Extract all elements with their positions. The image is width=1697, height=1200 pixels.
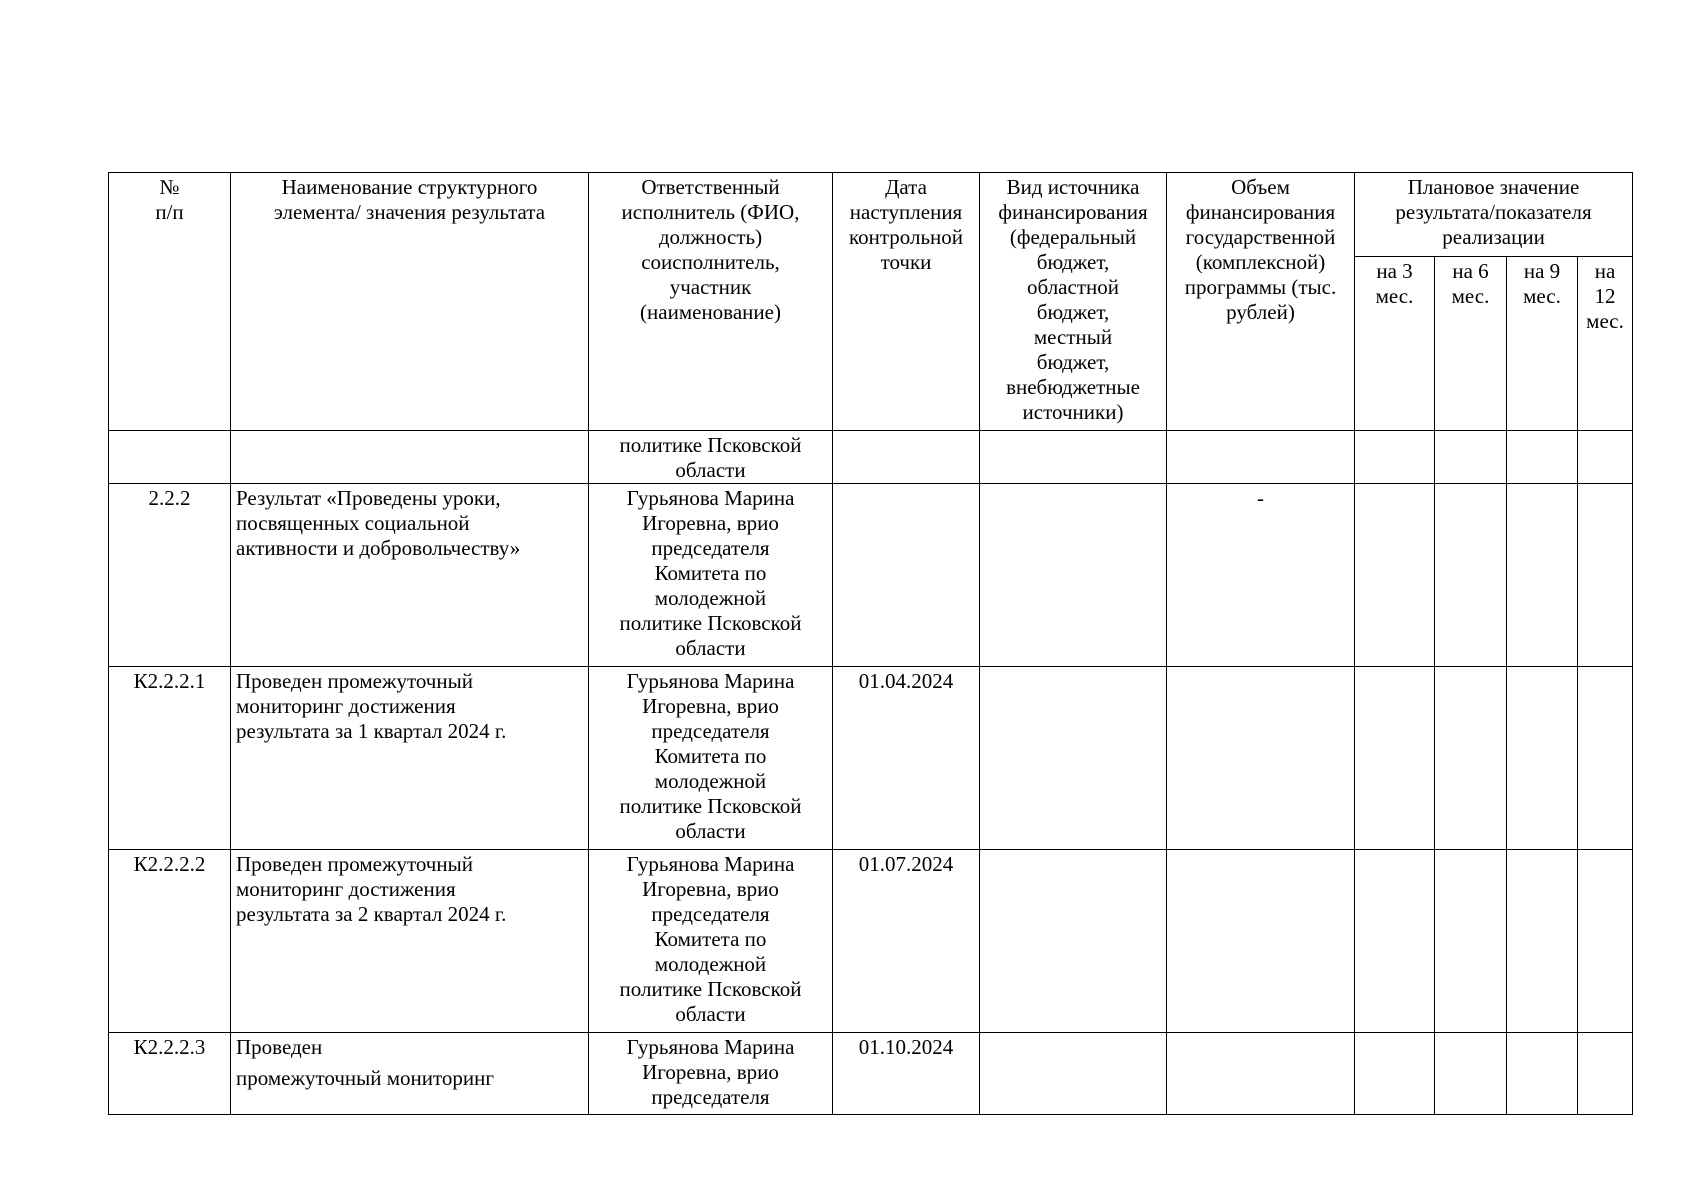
- header-name: Наименование структурного элемента/ значения результата: [231, 173, 589, 431]
- cell-9-months: [1507, 850, 1578, 1033]
- header-source: Вид источника финансирования (федеральный бюджет, областной бюджет, местный бюджет, внебюджетные источники): [980, 173, 1167, 431]
- cell-name: Результат «Проведены уроки, посвященных социальной активности и добровольчеству»: [231, 484, 589, 667]
- header-date: Дата наступления контрольной точки: [833, 173, 980, 431]
- cell-source: [980, 1033, 1167, 1115]
- cell-name-line: Проведен: [236, 1035, 323, 1059]
- cell-volume: [1167, 431, 1355, 484]
- cell-12-months: [1578, 1033, 1633, 1115]
- cell-num: К2.2.2.1: [109, 667, 231, 850]
- plan-table: [108, 172, 1633, 1115]
- cell-volume: [1167, 1033, 1355, 1115]
- cell-date: [833, 484, 980, 667]
- cell-responsible: Гурьянова Марина Игоревна, врио председателя Комитета по молодежной политике Псковской области: [589, 850, 833, 1033]
- header-6-months: на 6 мес.: [1435, 257, 1507, 431]
- cell-9-months: [1507, 667, 1578, 850]
- header-3-months: на 3 мес.: [1355, 257, 1435, 431]
- cell-9-months: [1507, 1033, 1578, 1115]
- cell-12-months: [1578, 667, 1633, 850]
- cell-6-months: [1435, 431, 1507, 484]
- cell-responsible: Гурьянова Марина Игоревна, врио председателя Комитета по молодежной политике Псковской области: [589, 667, 833, 850]
- cell-source: [980, 667, 1167, 850]
- header-responsible: Ответственный исполнитель (ФИО, должность) соисполнитель, участник (наименование): [589, 173, 833, 431]
- header-12-months: на 12 мес.: [1578, 257, 1633, 431]
- table-row: [109, 431, 1633, 484]
- cell-6-months: [1435, 850, 1507, 1033]
- cell-num: [109, 431, 231, 484]
- cell-9-months: [1507, 431, 1578, 484]
- cell-6-months: [1435, 667, 1507, 850]
- cell-name-line: промежуточный мониторинг: [236, 1066, 494, 1090]
- cell-num: К2.2.2.3: [109, 1033, 231, 1115]
- table-row: [109, 1033, 1633, 1115]
- cell-name: [231, 1033, 589, 1115]
- cell-3-months: [1355, 1033, 1435, 1115]
- cell-responsible: Гурьянова Марина Игоревна, врио председателя: [589, 1033, 833, 1115]
- cell-3-months: [1355, 667, 1435, 850]
- cell-12-months: [1578, 431, 1633, 484]
- cell-3-months: [1355, 431, 1435, 484]
- cell-9-months: [1507, 484, 1578, 667]
- cell-volume: [1167, 667, 1355, 850]
- cell-date: 01.07.2024: [833, 850, 980, 1033]
- cell-volume: [1167, 850, 1355, 1033]
- header-num: № п/п: [109, 173, 231, 431]
- cell-name: Проведен промежуточный мониторинг достижения результата за 2 квартал 2024 г.: [231, 850, 589, 1033]
- header-plan: Плановое значение результата/показателя реализации: [1355, 173, 1633, 257]
- table-row: [109, 667, 1633, 850]
- header-row: [109, 173, 1633, 257]
- cell-date: 01.10.2024: [833, 1033, 980, 1115]
- cell-source: [980, 850, 1167, 1033]
- cell-12-months: [1578, 484, 1633, 667]
- cell-date: 01.04.2024: [833, 667, 980, 850]
- cell-6-months: [1435, 1033, 1507, 1115]
- cell-name: [231, 431, 589, 484]
- table-row: [109, 850, 1633, 1033]
- cell-6-months: [1435, 484, 1507, 667]
- cell-num: 2.2.2: [109, 484, 231, 667]
- cell-source: [980, 431, 1167, 484]
- cell-12-months: [1578, 850, 1633, 1033]
- cell-date: [833, 431, 980, 484]
- cell-3-months: [1355, 484, 1435, 667]
- cell-source: [980, 484, 1167, 667]
- cell-num: К2.2.2.2: [109, 850, 231, 1033]
- header-volume: Объем финансирования государственной (комплексной) программы (тыс. рублей): [1167, 173, 1355, 431]
- table-row: [109, 484, 1633, 667]
- cell-name: Проведен промежуточный мониторинг достижения результата за 1 квартал 2024 г.: [231, 667, 589, 850]
- cell-3-months: [1355, 850, 1435, 1033]
- cell-volume: -: [1167, 484, 1355, 667]
- cell-responsible: Гурьянова Марина Игоревна, врио председателя Комитета по молодежной политике Псковской области: [589, 484, 833, 667]
- header-9-months: на 9 мес.: [1507, 257, 1578, 431]
- cell-responsible: политике Псковской области: [589, 431, 833, 484]
